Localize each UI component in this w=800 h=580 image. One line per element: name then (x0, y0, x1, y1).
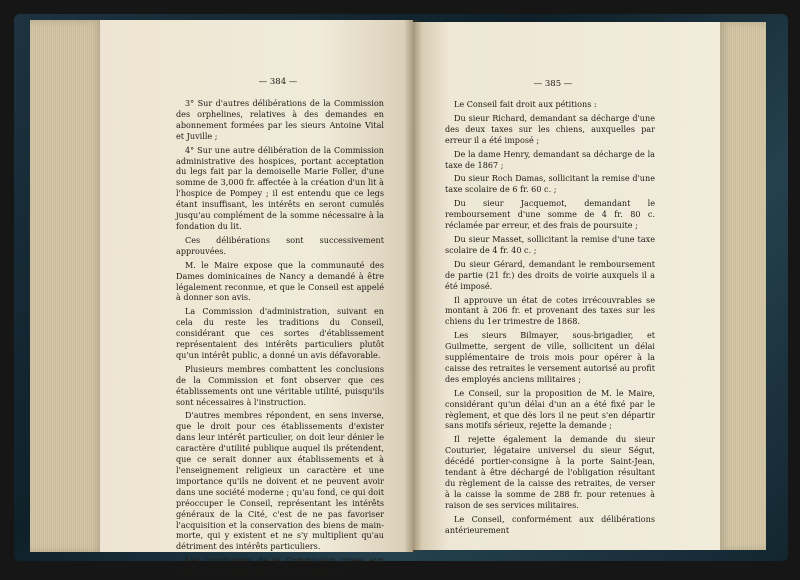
paragraph: De la dame Henry, demandant sa décharge de la taxe de 1867 ; (445, 148, 655, 170)
paragraph: 4° Sur une autre délibération de la Commission administrative des hospices, portant acceptation du legs fait par la demoiselle Marie Foller, d'une somme de 3,000 fr. affectée à la création d'un lit à l'hospice de Pompey ; il est entendu que ce legs étant insuffisant, les intérêts en seront cumulés jusqu'au complément de la somme nécessaire à la fondation du lit. (176, 144, 384, 231)
paragraph: M. le Maire expose que la communauté des Dames dominicaines de Nancy a demandé à être légalement reconnue, et que le Conseil est appelé à donner son avis. (176, 259, 384, 303)
left-page (100, 20, 413, 577)
right-page (413, 22, 720, 550)
right-page-edges (718, 22, 766, 550)
right-page-text (445, 99, 655, 539)
paragraph: Du sieur Roch Damas, sollicitant la remise d'une taxe scolaire de 6 fr. 60 c. ; (445, 173, 655, 195)
paragraph: Il approuve un état de cotes irrécouvrables se montant à 206 fr. et provenant des taxes sur les chiens du 1er trimestre de 1868. (445, 294, 655, 327)
paragraph: Il rejette également la demande du sieur Couturier, légataire universel du sieur Ségut, décédé portier-consigne à la porte Saint-Jean, tendant à être déchargé de l'obligation résultant du règlement de la caisse des retraites, de verser à la caisse la somme de 288 fr. pour retenues à raison de ses services militaires. (445, 434, 655, 510)
paragraph: La Commission d'administration, suivant en cela du reste les traditions du Conseil, considérant que ces sortes d'établissement représentaient des intérêts particuliers plutôt qu'un intérêt public, a donné un avis défavorable. (176, 306, 384, 360)
page-number: — 384 — (258, 77, 298, 87)
book-gutter (404, 20, 422, 552)
paragraph: Le Conseil, conformément aux délibérations antérieurement (445, 513, 655, 535)
left-page-edges (30, 20, 104, 552)
paragraph: Le Conseil fait droit aux pétitions : (454, 99, 597, 109)
left-page-text (176, 98, 384, 580)
paragraph: Du sieur Jacquemot, demandant le remboursement d'une somme de 4 fr. 80 c. réclamée par erreur, et des frais de poursuite ; (445, 198, 655, 231)
paragraph: Le Conseil, sur la proposition de M. le Maire, considérant qu'un délai d'un an a été fixé par le règlement, et que dès lors il ne peut s'en départir sans motifs sérieux, rejette la demande ; (445, 387, 655, 431)
page-number: — 385 — (533, 79, 573, 89)
paragraph: Ces délibérations sont successivement approuvées. (176, 234, 384, 256)
paragraph: Du sieur Masset, sollicitant la remise d'une taxe scolaire de 4 fr. 40 c. ; (445, 233, 655, 255)
paragraph: D'autres membres répondent, en sens inverse, que le droit pour ces établissements d'exister dans leur intérêt particulier, on doit leur dénier le caractère d'utilité publique auquel ils prétendent, que ce serait donner aux établissements et à l'enseignement religieux un caractère et une importance qu'ils ne doivent et ne peuvent avoir dans une société moderne ; qu'au fond, ce qui doit préoccuper le Conseil, représentant les intérêts généraux de la Cité, c'est de ne pas favoriser l'acquisition et la conservation des biens de main-morte, qui y existent et ne s'y multiplient qu'au détriment des intérêts particuliers. (176, 410, 384, 552)
paragraph: Du sieur Richard, demandant sa décharge d'une des deux taxes sur les chiens, auxquelles par erreur il a été imposé ; (445, 112, 655, 145)
paragraph: 3° Sur d'autres délibérations de la Commission des orphelines, relatives à des demandes en abonnement formées par les sieurs Antoine Vital et Juville ; (176, 98, 384, 141)
paragraph: Du sieur Gérard, demandant le remboursement de partie (21 fr.) des droits de voirie auxquels il a été imposé. (445, 258, 655, 291)
paragraph: Plusieurs membres combattent les conclusions de la Commission et font observer que ces établissements ont une véritable utilité, puisqu'ils sont nécessaires à l'instruction. (176, 363, 384, 407)
paragraph: Les sieurs Bilmayer, sous-brigadier, et Guilmette, sergent de ville, sollicitent un délai supplémentaire de trois mois pour opérer à la caisse des retraites le versement autorisé au profit des employés anciens militaires ; (445, 330, 655, 384)
paragraph: Les conclusions de la Commission mises aux voix sont adoptées par 19 voix contre 3. (176, 555, 384, 577)
